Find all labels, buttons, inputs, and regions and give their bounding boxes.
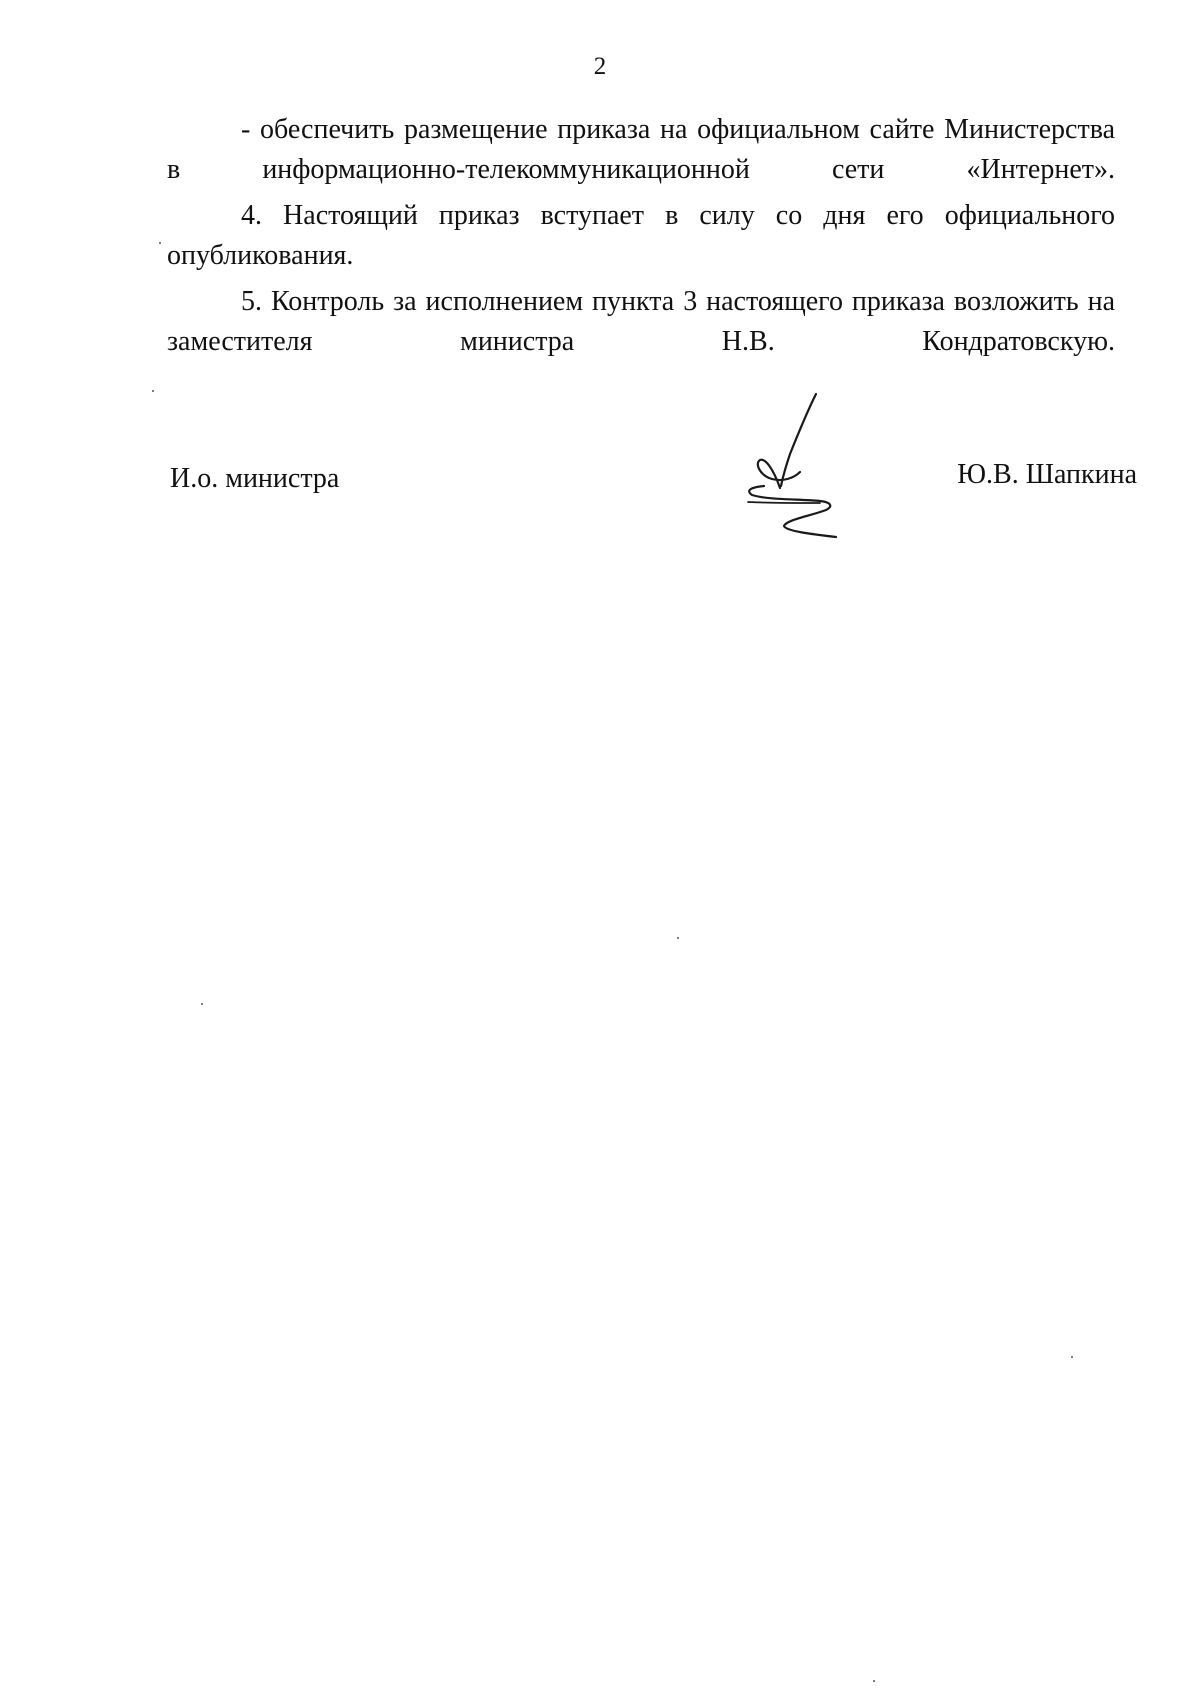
paragraph-control: 5. Контроль за исполнением пункта 3 настоящего приказа возложить на заместителя министра Н.В. Кондратовскую.: [167, 286, 1115, 357]
signatory-position: И.о. министра: [170, 463, 340, 494]
paragraph-publication: - обеспечить размещение приказа на официальном сайте Министерства в информационно-телекоммуникационной сети «Интернет».: [167, 114, 1115, 185]
scan-dot: [159, 242, 161, 244]
signature-block: [0, 448, 1200, 568]
signature-icon: [728, 392, 848, 542]
scan-dot: [677, 937, 679, 939]
scan-dot: [152, 390, 154, 392]
page-number: 2: [593, 53, 607, 80]
signatory-name: Ю.В. Шапкина: [957, 459, 1137, 490]
scan-dot: [1071, 1356, 1073, 1358]
scan-dot: [873, 1680, 875, 1682]
paragraph-effective-date: 4. Настоящий приказ вступает в силу со дня его официального опубликования.: [167, 200, 1115, 271]
scan-dot: [201, 1003, 203, 1005]
order-body: [167, 110, 1115, 368]
